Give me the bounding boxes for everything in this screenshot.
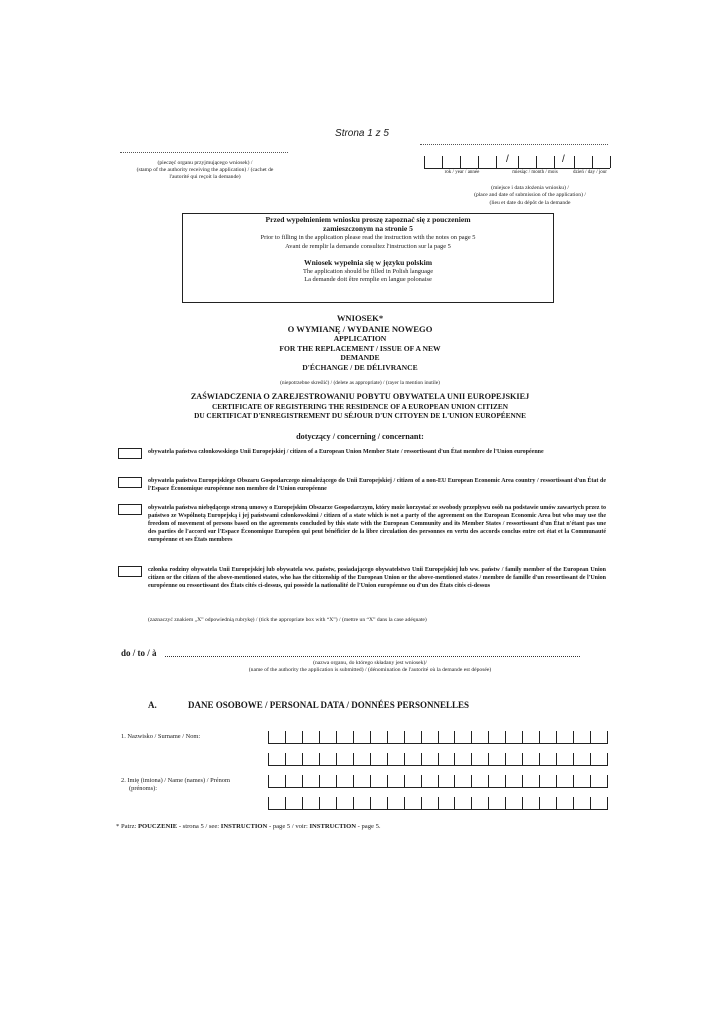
addressee-caption — [160, 660, 580, 674]
addressee-caption-line: (nazwa organu, do którego składany jest wniosek)/ — [313, 660, 427, 666]
date-cell[interactable] — [460, 156, 461, 168]
title-line: WNIOSEK* — [336, 313, 384, 323]
date-field-baseline — [424, 168, 610, 169]
title-line: FOR THE REPLACEMENT / ISSUE OF A NEW — [279, 343, 441, 353]
notice-heading: Przed wypełnieniem wniosku proszę zapoznać się z pouczeniem — [265, 215, 471, 224]
certificate-title — [120, 392, 600, 420]
month-label: miesiąc / month / mois — [512, 170, 558, 175]
date-cell[interactable] — [574, 156, 575, 168]
surname-label: 1. Nazwisko / Surname / Nom: — [121, 733, 201, 740]
place-date-caption — [440, 185, 620, 207]
notice-heading: zamieszczonym na stronie 5 — [323, 224, 413, 234]
names-label-line: (prénoms): — [129, 785, 158, 792]
addressee-label: do / to / à — [121, 648, 157, 658]
concerning-heading: dotyczący / concerning / concernant: — [296, 432, 424, 441]
language-text-en: The application should be filled in Polish language — [302, 268, 434, 276]
day-label: dzień / day / jour — [573, 170, 607, 175]
page-number: Strona 1 z 5 — [335, 128, 389, 139]
delete-note: (niepotrzebne skreślić) / (delete as appropriate) / (rayer la mention inutile) — [280, 380, 440, 386]
stamp-caption-line: (pieczęć organu przyjmującego wniosek) / — [157, 160, 253, 166]
names-label-line: 2. Imię (imiona) / Name (names) / Prénom — [121, 777, 230, 784]
tick-instruction: (zaznaczyć znakiem „X” odpowiednią rubrykę) / (tick the appropriate box with “X”) / (mettre un “X” dans la case adéquate) — [148, 617, 427, 623]
option-label-family-member: członka rodziny obywatela Unii Europejskiej lub obywatela ww. państw, posiadającego obywatelstwo Unii Europejskiej lub ww. państw / family member of the European Union citizen or the citizen of the above-mentioned states, who has the citizenship of the European Union or the above-mentioned states / membre de famille d'un ressortissant de l'Union européenne ou ressortissant des États cités ci-dessus, qui possède la nationalité de l'Union européenne ou d'un des États cités ci-dessus — [148, 567, 606, 589]
addressee-caption-line: (name of the authority the application is submitted) / (dénomination de l'autorité où la demande est déposée) — [248, 667, 492, 673]
option-checkbox-agreement-citizen[interactable] — [118, 504, 142, 515]
names-char-field-row2[interactable] — [268, 797, 608, 810]
notice-text-fr: Avant de remplir la demande consultez l'instruction sur la page 5 — [285, 242, 451, 250]
option-label-eu-citizen: obywatela państwa członkowskiego Unii Europejskiej / citizen of a European Union Member State / ressortissant d'un État membre de l'Union européenne — [148, 449, 544, 455]
instruction-notice-box — [182, 213, 554, 303]
certificate-title-en: CERTIFICATE OF REGISTERING THE RESIDENCE OF A EUROPEAN UNION CITIZEN — [212, 401, 508, 411]
certificate-title-fr: DU CERTIFICAT D'ENREGISTREMENT DU SÉJOUR D'UN CITOYEN DE L'UNION EUROPÉENNE — [194, 410, 526, 420]
date-separator: / — [506, 154, 509, 165]
place-caption-line: (lieu et date du dépôt de la demande — [489, 199, 571, 206]
footnote-text: - strona 5 / see: — [177, 823, 221, 830]
date-cell[interactable] — [442, 156, 443, 168]
date-cell[interactable] — [496, 156, 497, 168]
surname-char-field-row2[interactable] — [268, 753, 608, 766]
title-line: DEMANDE — [340, 353, 380, 362]
names-label — [121, 777, 230, 793]
option-checkbox-eea-citizen[interactable] — [118, 477, 142, 488]
place-dotted-line — [420, 144, 608, 145]
language-text-fr: La demande doit être remplie en langue polonaise — [304, 276, 432, 284]
stamp-caption — [110, 160, 300, 181]
footnote-text: - page 5 / voir: — [267, 823, 310, 830]
place-caption-line: (miejsce i data złożenia wniosku) / — [491, 185, 569, 191]
date-cell[interactable] — [536, 156, 537, 168]
stamp-caption-line: l'autorité qui reçoit la demande) — [169, 174, 241, 180]
title-line: D'ÉCHANGE / DE DÉLIVRANCE — [302, 362, 418, 372]
footnote-text: - page 5. — [356, 823, 381, 830]
date-cell[interactable] — [424, 156, 425, 168]
stamp-dotted-line — [120, 152, 288, 153]
addressee-input-line[interactable] — [165, 656, 580, 657]
section-a-letter: A. — [148, 700, 157, 710]
date-separator: / — [562, 154, 565, 165]
option-label-agreement-citizen: obywatela państwa niebędącego stroną umowy o Europejskim Obszarze Gospodarczym, który może korzystać ze swobody przepływu osób na podstawie umów zawartych przez to państwo ze Wspólnotą Europejską i jej państwami członkowskimi / citizen of a state which is not a party of the agreement on the European Economic Area but who may use the freedom of movement of persons based on the agreements concluded by this state with the European Community and its Member States / ressortissant d'un État n'étant pas une des parties de l'accord sur l'Espace Économique Européen qui peut bénéficier de la libre circulation des personnes en vertu des accords conclus entre cet état et la Communauté européenne et ses États membres — [148, 505, 606, 543]
application-title — [140, 313, 580, 372]
footnote-text: Patrz: — [120, 823, 138, 830]
option-label-eea-citizen: obywatela państwa Europejskiego Obszaru Gospodarczego nienależącego do Unii Europejskiej / citizen of a non-EU European Economic Area country / ressortissant d'un État de l'Espace Économique européenne non membre de l'Union européenne — [148, 478, 606, 492]
surname-char-field-row1[interactable] — [268, 731, 608, 744]
language-heading: Wniosek wypełnia się w języku polskim — [303, 257, 433, 267]
footnote-bold: INSTRUCTION — [309, 823, 356, 830]
option-checkbox-eu-citizen[interactable] — [118, 448, 142, 459]
date-cell[interactable] — [554, 156, 555, 168]
footnote — [116, 823, 381, 830]
names-char-field-row1[interactable] — [268, 775, 608, 788]
year-label: rok / year / année — [444, 170, 480, 175]
footnote-bold: INSTRUCTION — [220, 823, 268, 830]
footnote-bold: POUCZENIE — [137, 823, 178, 830]
date-cell — [610, 156, 611, 168]
footnote-star: * — [116, 823, 120, 830]
option-checkbox-family-member[interactable] — [118, 566, 142, 577]
title-line: O WYMIANĘ / WYDANIE NOWEGO — [287, 323, 433, 334]
title-line: APPLICATION — [333, 334, 387, 343]
date-cell[interactable] — [478, 156, 479, 168]
date-cell[interactable] — [592, 156, 593, 168]
date-cell[interactable] — [518, 156, 519, 168]
notice-text-en: Prior to filling in the application please read the instruction with the notes on page 5 — [260, 234, 476, 242]
section-a-title: DANE OSOBOWE / PERSONAL DATA / DONNÉES PERSONNELLES — [188, 700, 469, 710]
certificate-title-pl: ZAŚWIADCZENIA O ZAREJESTROWANIU POBYTU OBYWATELA UNII EUROPEJSKIEJ — [190, 392, 530, 401]
place-caption-line: (place and date of submission of the application) / — [474, 192, 586, 199]
stamp-caption-line: (stamp of the authority receiving the application) / (cachet de — [136, 167, 274, 173]
